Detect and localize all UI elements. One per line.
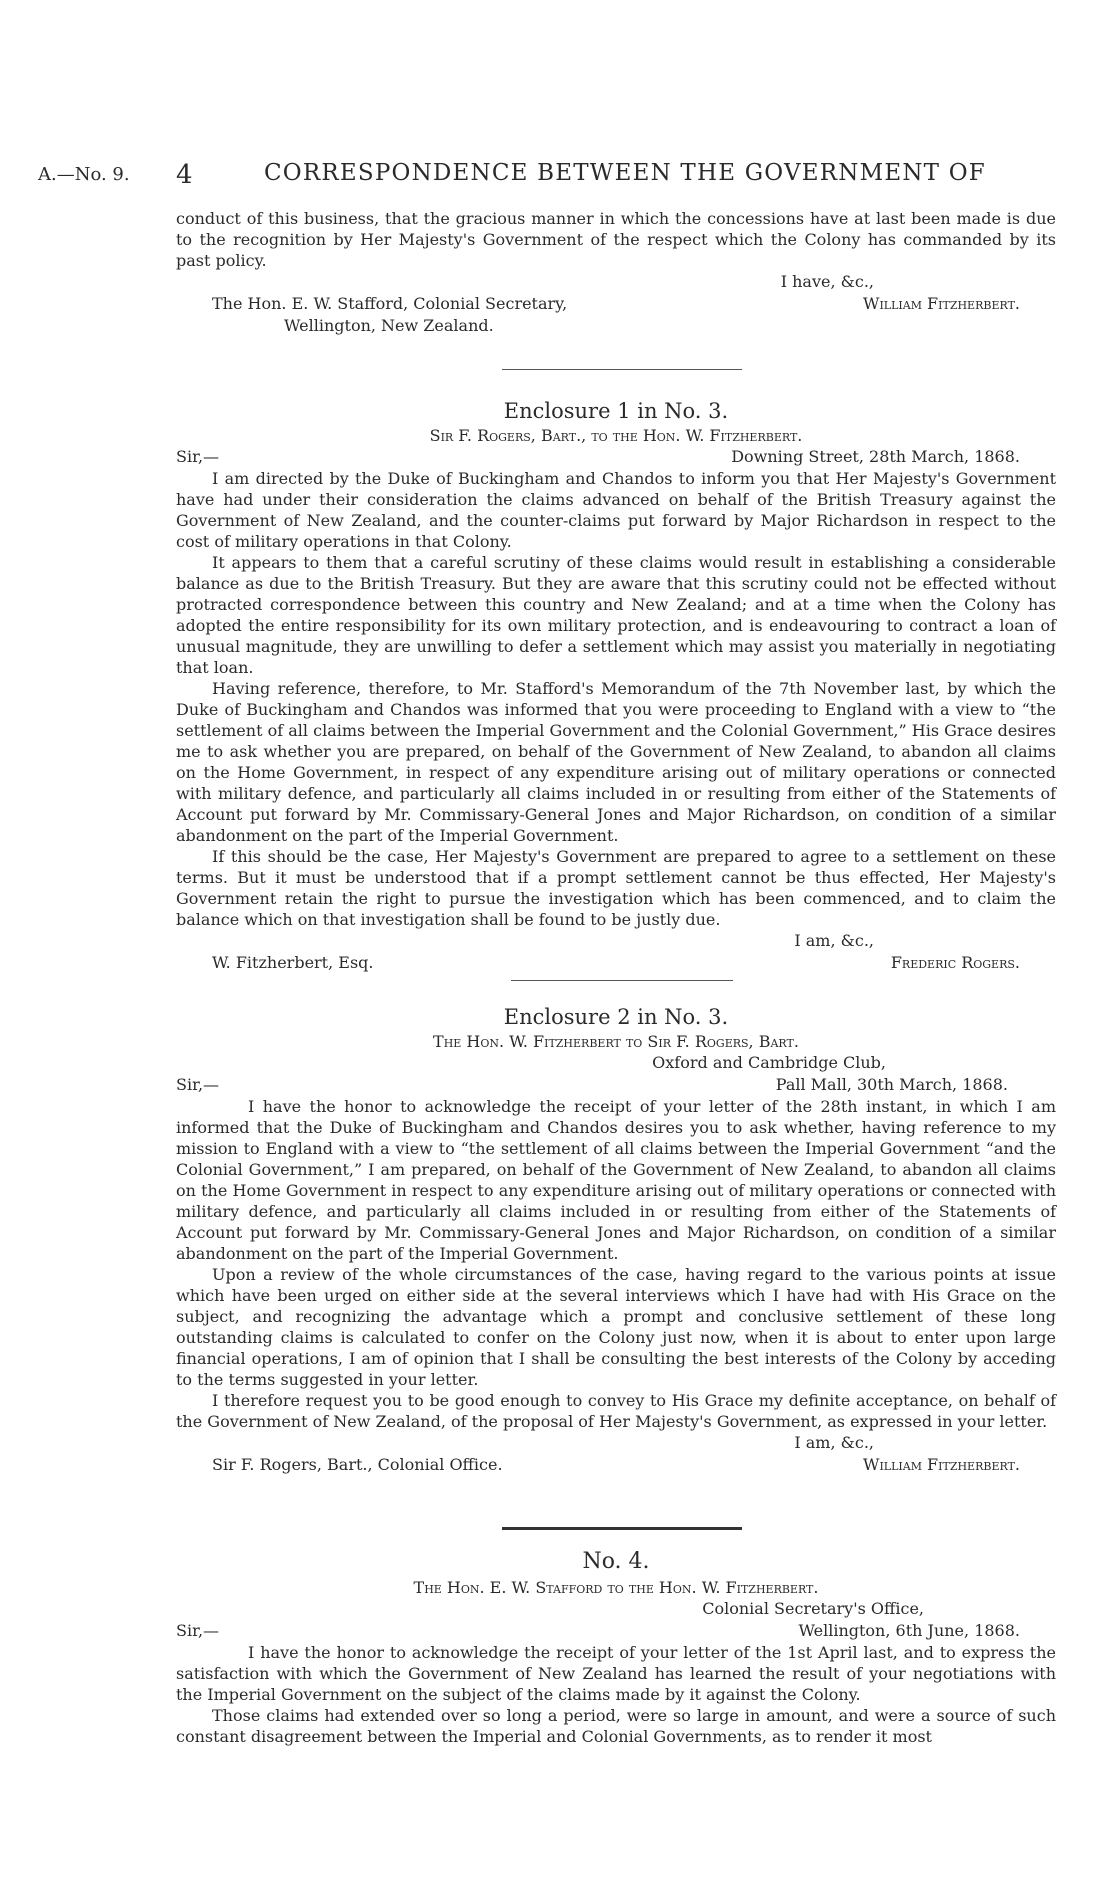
addressee: W. Fitzherbert, Esq.: [212, 953, 374, 972]
paragraph: I am directed by the Duke of Buckingham and Chandos to inform you that Her Majesty's Government have had under their consideration the claims advanced on behalf of the British Treasury against the Government of New Zealand, and the counter-claims put forward by Major Richardson in respect to the cost of military operations in that Colony.: [176, 469, 1056, 551]
place-date: Downing Street, 28th March, 1868.: [731, 447, 1020, 466]
running-header: [0, 160, 1114, 192]
letter-number-title: No. 4.: [582, 1549, 650, 1574]
paragraph: If this should be the case, Her Majesty's Government are prepared to agree to a settlement on these terms. But it must be understood that if a prompt settlement cannot be thus effected, Her Majesty's Government retain the right to pursue the investigation which has been commenced, and to claim the balance which on that investigation shall be found to be justly due.: [176, 847, 1056, 929]
continuation-section: [176, 208, 1056, 337]
place-line-2: Pall Mall, 30th March, 1868.: [775, 1075, 1008, 1094]
document-reference: A.—No. 9.: [38, 164, 130, 185]
letter-no-4: [176, 1547, 1056, 1747]
enclosure-2-from-to: The Hon. W. Fitzherbert to Sir F. Rogers, Bart.: [433, 1032, 799, 1051]
signature: William Fitzherbert.: [863, 1455, 1020, 1474]
letter-from-to: The Hon. E. W. Stafford to the Hon. W. Fitzherbert.: [413, 1578, 819, 1597]
signature: Frederic Rogers.: [890, 953, 1020, 972]
place-line-1: Oxford and Cambridge Club,: [652, 1053, 886, 1072]
addressee: The Hon. E. W. Stafford, Colonial Secretary,: [212, 294, 568, 313]
section-divider: [502, 369, 742, 370]
addressee: Sir F. Rogers, Bart., Colonial Office.: [212, 1455, 503, 1474]
paragraph: I have the honor to acknowledge the receipt of your letter of the 28th instant, in which I am informed that the Duke of Buckingham and Chandos desires you to ask whether, having reference to my mission to England with a view to “the settlement of all claims between the Imperial Government “and the Colonial Government,” I am prepared, on behalf of the Government of New Zealand, to abandon all claims on the Home Government in respect to any expenditure arising out of military operations or connected with military defence, and particularly all claims included in or resulting from either of the Statements of Account put forward by Mr. Commissary-General Jones and Major Richardson, on condition of a similar abandonment on the part of the Imperial Government.: [176, 1097, 1056, 1263]
continuation-paragraph: conduct of this business, that the gracious manner in which the concessions have at last been made is due to the recognition by Her Majesty's Government of the respect which the Colony has commanded by its past policy.: [176, 209, 1056, 270]
enclosure-2-title: Enclosure 2 in No. 3.: [503, 1005, 729, 1029]
closing: I am, &c.,: [794, 1433, 874, 1452]
closing: I am, &c.,: [794, 931, 874, 950]
paragraph: I have the honor to acknowledge the receipt of your letter of the 1st April last, and to express the satisfaction with which the Government of New Zealand has learned the result of your negotiations with the Imperial Government on the subject of the claims made by it against the Colony.: [176, 1643, 1056, 1704]
salutation: Sir,—: [176, 1075, 220, 1094]
place-row-2: [176, 1074, 1056, 1096]
paragraph: Having reference, therefore, to Mr. Stafford's Memorandum of the 7th November last, by which the Duke of Buckingham and Chandos was informed that you were proceeding to England with a view to “the settlement of all claims between the Imperial Government and the Colonial Government,” His Grace desires me to ask whether you are prepared, on behalf of the Government of New Zealand, to abandon all claims on the Home Government, in respect of any expenditure arising out of military operations or connected with military defence, and particularly all claims included in or resulting from either of the Statements of Account put forward by Mr. Commissary-General Jones and Major Richardson, on condition of a similar abandonment on the part of the Imperial Government.: [176, 679, 1056, 845]
closing-row: [176, 1432, 1056, 1454]
closing-row: [176, 271, 1056, 293]
enclosure-1-heading-row: [176, 446, 1056, 468]
section-divider-thick: [502, 1527, 742, 1530]
page-number: 4: [176, 160, 193, 190]
place-row-2: [176, 1620, 1056, 1642]
addressee-signature-row: [176, 952, 1056, 974]
closing: I have, &c.,: [780, 272, 874, 291]
page-title: CORRESPONDENCE BETWEEN THE GOVERNMENT OF: [264, 160, 986, 186]
addressee-signature-row: [176, 293, 1056, 315]
enclosure-1: [176, 397, 1056, 974]
enclosure-2: [176, 1003, 1056, 1476]
place-line-2: Wellington, 6th June, 1868.: [798, 1621, 1020, 1640]
addressee-location: Wellington, New Zealand.: [284, 316, 494, 335]
enclosure-1-title: Enclosure 1 in No. 3.: [503, 399, 729, 423]
place-row-1: [176, 1052, 1056, 1074]
paragraph: Those claims had extended over so long a period, were so large in amount, and were a source of such constant disagreement between the Imperial and Colonial Governments, as to render it most: [176, 1706, 1056, 1746]
addressee-line-2: [176, 315, 1056, 337]
place-line-1: Colonial Secretary's Office,: [702, 1599, 924, 1618]
addressee-signature-row: [176, 1454, 1056, 1476]
paragraph: Upon a review of the whole circumstances of the case, having regard to the various points at issue which have been urged on either side at the several interviews which I have had with His Grace on the subject, and recognizing the advantage which a prompt and conclusive settlement of these long outstanding claims is calculated to confer on the Colony just now, when it is about to enter upon large financial operations, I am of opinion that I shall be consulting the best interests of the Colony by acceding to the terms suggested in your letter.: [176, 1265, 1056, 1389]
paragraph: It appears to them that a careful scrutiny of these claims would result in establishing a considerable balance as due to the British Treasury. But they are aware that this scrutiny could not be effected without protracted correspondence between this country and New Zealand; and at a time when the Colony has adopted the entire responsibility for its own military protection, and is endeavouring to contract a loan of unusual magnitude, they are unwilling to defer a settlement which may assist you materially in negotiating that loan.: [176, 553, 1056, 677]
enclosure-1-from-to: Sir F. Rogers, Bart., to the Hon. W. Fitzherbert.: [429, 426, 803, 445]
salutation: Sir,—: [176, 447, 220, 466]
place-row-1: [176, 1598, 1056, 1620]
closing-row: [176, 930, 1056, 952]
paragraph: I therefore request you to be good enough to convey to His Grace my definite acceptance, on behalf of the Government of New Zealand, of the proposal of Her Majesty's Government, as expressed in your letter.: [176, 1391, 1056, 1431]
salutation: Sir,—: [176, 1621, 220, 1640]
signature: William Fitzherbert.: [863, 294, 1020, 313]
section-divider: [511, 980, 733, 981]
